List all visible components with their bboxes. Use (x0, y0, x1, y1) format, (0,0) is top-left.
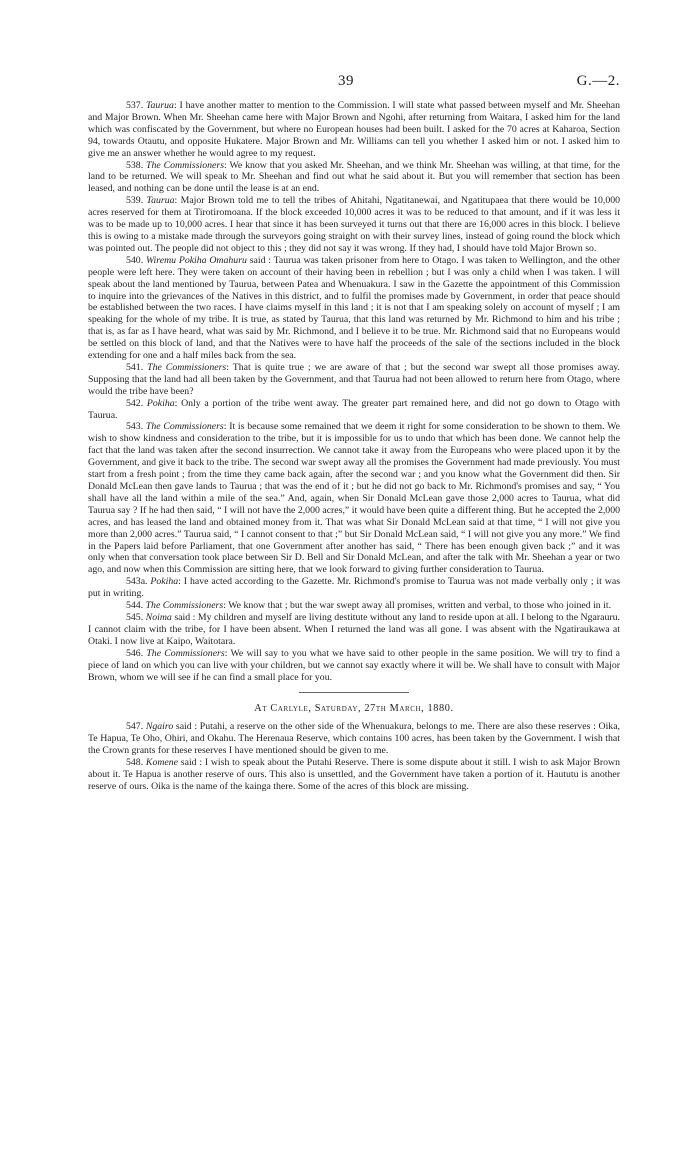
paragraph (88, 100, 620, 160)
speaker-separator: said : (173, 721, 198, 733)
speaker-name: Pokiha (146, 397, 175, 409)
paragraph-text: Putahi, a reserve on the other side of the Whenuakura, belongs to me. There are also these reserves : Oika, Te Hapua, Te Oho, Ohiri, and Okahu. The Herenaua Reserve, which contains 100 acres, has been taken by the Government. I wish that the Crown grants for these reserves I have mentioned should be given to me. (88, 721, 621, 757)
speaker-separator: : (173, 100, 177, 111)
paragraph-number: 545. (126, 611, 144, 623)
paragraph-number: 543. (126, 421, 144, 433)
speaker-separator: : (174, 397, 178, 409)
paragraph (88, 398, 620, 422)
paragraph-text: Major Brown told me to tell the tribes of Ahitahi, Ngatitanewai, and Ngatitupaea that there would be 10,000 acres reserved for them at Tirotiromoana. If the block exceeded 10,000 acres it was to be reduced to that amount, and if it was less it was to be made up to 10,000 acres. I hear that since it has been surveyed it turns out that there are 16,000 acres in this block. I believe this is owing to a mistake made through the surveyors going straight on with their survey lines, instead of going round the block which was pointed out. The people did not object to this ; they did not say it was wrong. If they had, I should have told Major Brown so. (88, 195, 621, 254)
paragraph (88, 612, 620, 648)
speaker-name: Komene (145, 757, 179, 769)
paragraph-number: 540. (126, 254, 144, 266)
speaker-name: Ngairo (145, 721, 174, 733)
speaker-name: The Commissioners (146, 159, 225, 171)
paragraph (88, 721, 620, 757)
paragraph-number: 537. (126, 100, 144, 111)
speaker-name: The Commissioners (145, 600, 224, 612)
speaker-separator: : (224, 647, 228, 659)
speaker-separator: : (174, 195, 178, 207)
paragraph-text: My children and myself are living destitute without any land to reside upon at all. I belong to the Ngarauru. I cannot claim with the tribe, for I have been absent. When I returned the land was all gone. I was absent with the Ngatiraukawa at Otaki. I now live at Kaipo, Waitotara. (88, 611, 621, 647)
paragraph (88, 195, 620, 255)
paragraph-number: 548. (126, 757, 144, 769)
document-reference: G.—2. (576, 73, 620, 89)
paragraph-number: 543a. (126, 576, 148, 588)
speaker-separator: : (224, 159, 227, 171)
paragraph (88, 648, 620, 684)
paragraph-text: We know that ; but the war swept away all promises, written and verbal, to those who joined in it. (228, 600, 612, 612)
paragraph-text: Taurua was taken prisoner from here to Otago. I was taken to Wellington, and the other people were left here. They were taken on account of their having been in rebellion ; but I was only a child when I was taken. I will speak about the land mentioned by Taurua, between Patea and Whenuakura. I saw in the Gazette the appointment of this Commission to inquire into the grievances of the Natives in this district, and to fulfil the promises made by Government, in order that peace should be established between the two races. I have claims myself in this land ; it is not that I am speaking solely on account of myself ; I am speaking for the whole of my tribe. It is true, as stated by Taurua, that this land was returned by Mr. Richmond to him and his tribe ; that is, as far as I have heard, what was said by Mr. Richmond, and I believe it to be true. Mr. Richmond said that no Europeans would be settled on this block of land, and that the Natives were to have half the proceeds of the sale of the sections included in the block extending for one and a half miles back from the sea. (88, 254, 620, 362)
paragraph-text: I wish to speak about the Putahi Reserve. There is some dispute about it still. I wish to ask Major Brown about it. Te Hapua is another reserve of ours. This also is unsettled, and the Government have taken a portion of it. Haututu is another reserve of ours. Oika is the name of the kainga there. Some of the acres of this block are missing. (88, 757, 620, 792)
paragraph-number: 546. (126, 647, 144, 659)
speaker-separator: : (223, 600, 226, 612)
section-heading: At Carlyle, Saturday, 27th March, 1880. (254, 703, 454, 715)
paragraph (88, 757, 620, 793)
speaker-name: Taurua (146, 195, 175, 207)
speaker-name: The Commissioners (145, 421, 224, 433)
paragraph-text: We know that you asked Mr. Sheehan, and we think Mr. Sheehan was willing, at that time, for the land to be returned. We will speak to Mr. Sheehan and find out what he said about it. But you will remember that section has been leased, and nothing can be done until the lease is at an end. (88, 159, 620, 195)
paragraph (88, 362, 620, 398)
paragraph-number: 542. (126, 397, 144, 409)
paragraph-number: 541. (126, 361, 144, 373)
paragraph-number: 538. (126, 159, 144, 171)
paragraph-number: 544. (126, 600, 144, 612)
paragraph-text: We will say to you what we have said to other people in the same position. We will try to find a piece of land on which you can live with your children, but we cannot say exactly where it will be. We shall have to consult with Major Brown, whom we will see if he can find a small place for you. (88, 647, 620, 683)
speaker-separator: : (178, 576, 181, 588)
speaker-separator: : (226, 361, 229, 373)
paragraph-number: 539. (126, 195, 144, 207)
speaker-name: Pokiha (150, 576, 179, 588)
paragraph-text: Only a portion of the tribe went away. The greater part remained here, and did not go down to Otago with Taurua. (88, 397, 621, 421)
paragraph (88, 421, 620, 576)
paragraph-text: It is because some remained that we deem it right for some consideration to be shown to them. We wish to show kindness and consideration to the tribe, but it is impossible for us to undo that which has been done. We cannot help the fact that the land was taken after the second insurrection. We cannot take it away from the Europeans who were placed upon it by the Government, and give it back to the tribe. The second war swept away all the promises the Government had made previously. You must start from a fresh point ; from the time they came back again, after the second war ; and you know what the Government did then. Sir Donald McLean then gave lands to Taurua ; that was the end of it ; but he did not go back to Mr. Richmond's promises and say, “ You shall have all the land within a mile of the sea.” And, again, when Sir Donald McLean gave those 2,000 acres to Taurua, what did Taurua say ? If he had then said, “ I will not have the 2,000 acres,” it would have been quite a different thing. But he accepted the 2,000 acres, and has leased the land and obtained money from it. That was what Sir Donald McLean said at that time, “ I will not give you more than 2,000 acres.” Taurua said, “ I cannot consent to that ;” but Sir Donald McLean said, “ I will not give you any more.” We find in the Papers laid before Parliament, that one Government after another has said, “ There has been enough given back ;” and it was only when that conversation took place between Sir D. Bell and Sir Donald McLean, and after the talk with Mr. Sheehan a year or two ago, and now when this Commission are sitting here, that we look forward to giving further consideration to Taurua. (88, 421, 620, 576)
paragraph (88, 255, 620, 362)
section-divider (299, 692, 409, 693)
speaker-name: Taurua (145, 100, 174, 111)
speaker-name: The Commissioners (147, 361, 227, 373)
paragraph (88, 160, 620, 196)
speaker-name: The Commissioners (146, 647, 225, 659)
speaker-separator: said : (178, 757, 203, 769)
paragraph-text: That is quite true ; we are aware of that ; but the second war swept all those promises away. Supposing that the land had all been taken by the Government, and that Taurua had not been allowed to return here from Otago, where would the tribe have been? (88, 361, 620, 397)
paragraph-list-bottom (88, 721, 620, 792)
paragraph (88, 600, 620, 612)
speaker-name: Wiremu Pokiha Omahuru (145, 254, 247, 266)
paragraph-number: 547. (126, 721, 144, 733)
speaker-separator: : (223, 421, 227, 433)
paragraph-text: I have acted according to the Gazette. Mr. Richmond's promise to Taurua was not made verbally only ; it was put in writing. (88, 576, 621, 600)
paragraph (88, 576, 620, 600)
speaker-name: Noima (145, 611, 172, 623)
paragraph-text: I have another matter to mention to the Commission. I will state what passed between myself and Mr. Sheehan and Major Brown. When Mr. Sheehan came here with Major Brown and Ngohi, after returning from Waitara, I asked him for the land which was confiscated by the Government, but where no European houses had been built. I asked for the 70 acres at Kaharoa, Section 94, towards Otautu, and opposite Hukatere. Major Brown and Mr. Williams can tell you whether I asked him or not. I asked him to give me an answer whether he would agree to my request. (88, 100, 620, 159)
speaker-separator: said : (171, 611, 196, 623)
paragraph-list-top (88, 100, 620, 683)
page-number: 39 (338, 73, 354, 89)
body-text (88, 100, 620, 793)
speaker-separator: said : (246, 254, 271, 266)
